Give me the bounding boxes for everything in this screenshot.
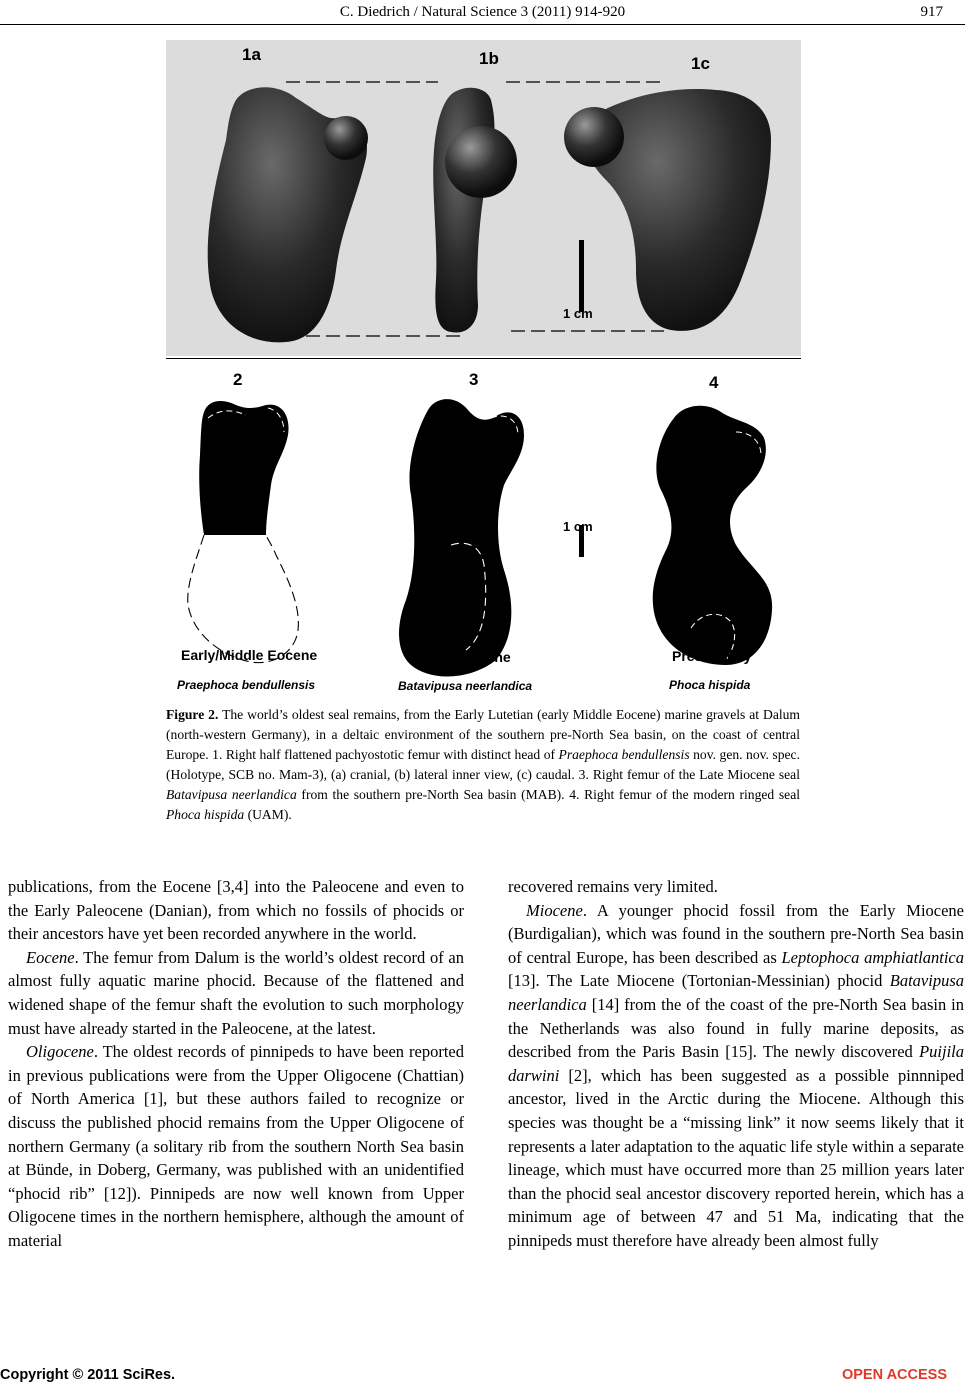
femur-silhouettes <box>166 360 801 690</box>
species-batavipusa: Batavipusa neerlandica <box>508 971 964 1014</box>
label-1a: 1a <box>242 45 261 64</box>
era-label-miocene: Late Miocene <box>422 649 511 665</box>
era-label-present: Present day <box>672 648 752 664</box>
miocene-text-c: [14] from the of the coast of the pre-North Sea basin in the Netherlands was also found in fully marine deposits, as described from the Paris Basin [15]. The newly discovered <box>508 994 964 1062</box>
species-label-batavipusa: Batavipusa neerlandica <box>398 679 533 693</box>
caption-species-3: Phoca hispida <box>166 807 245 822</box>
left-para-1: publications, from the Eocene [3,4] into the Paleocene and even to the Early Paleocene (Danian), from which no fossils of phocids or their ancestors have yet been recorded anywhere in the world. <box>8 877 464 944</box>
label-2: 2 <box>233 370 243 389</box>
figure-caption <box>166 705 800 825</box>
label-3: 3 <box>469 370 479 389</box>
figure-separator <box>166 358 801 359</box>
open-access-label: OPEN ACCESS <box>841 1367 947 1383</box>
oligocene-text: . The oldest records of pinnipeds to have been reported in previous publications were from the Upper Oligocene (Chattian) of North America [1], but these authors failed to recognize or discuss the published phocid remains from the Upper Oligocene of northern Germany (a solitary rib from the southern North Sea basin at Bünde, in Doberg, Germany, was published with an unidentified “phocid rib” [12]). Pinnipeds are now well known from Upper Oligocene times in the northern hemisphere, although the amount of material <box>8 1042 464 1250</box>
caption-species-2: Batavipusa neerlandica <box>166 787 297 802</box>
miocene-text-a: . A younger phocid fossil from the Early Miocene (Burdigalian), which was found in the southern pre-North Sea basin of central Europe, has been described as <box>508 900 964 967</box>
running-title: C. Diedrich / Natural Science 3 (2011) 914-920 <box>339 4 626 20</box>
miocene-text-d: [2], which has been suggested as a possible pinnniped ancestor, lived in the Arctic during the Miocene. Although this species was thought be a “missing link” it now seems likely that it represents a later adaptation to the aquatic life style within a separate lineage, which must have occurred more than 25 million years later than the phocid seal ancestor discovery reported herein, which has a minimum age of between 47 and 51 Ma, indicating that the pinnipeds must therefore have already been almost fully <box>508 1065 964 1250</box>
species-label-phoca: Phoca hispida <box>669 678 751 692</box>
miocene-heading: Miocene <box>526 900 583 920</box>
species-label-praephoca: Praephoca bendullensis <box>177 678 316 692</box>
caption-text-1: The world’s oldest seal remains, from the Early Lutetian (early Middle Eocene) marine gravels at Dalum (north-western Germany), in a deltaic environment of the southern pre-North Sea basin, on the coast of central Europe. 1. Right half flattened pachyostotic femur with distinct head of <box>166 707 800 762</box>
left-column <box>8 875 464 1253</box>
caption-label: Figure 2. <box>166 707 219 722</box>
scale-label-bottom: 1 cm <box>563 519 593 534</box>
eocene-text: . The femur from Dalum is the world’s oldest record of an almost fully aquatic marine phocid. Because of the flattened and widened shape of the femur shaft the evolution to such morphology must have already started in the Paleocene, at the latest. <box>8 947 464 1038</box>
scale-label-top: 1 cm <box>563 306 593 321</box>
figure-panel <box>166 40 801 693</box>
caption-text-2: nov. gen. nov. spec. (Holotype, SCB no. Mam-3), (a) cranial, (b) lateral inner view, (c) caudal. 3. Right femur of the Late Miocene seal <box>166 747 800 782</box>
oligocene-heading: Oligocene <box>26 1042 94 1062</box>
header-rule <box>0 24 965 25</box>
right-column <box>508 875 964 1253</box>
right-para-2 <box>508 899 964 1253</box>
species-leptophoca: Leptophoca amphiatlantica <box>781 947 964 967</box>
miocene-text-b: [13]. The Late Miocene (Tortonian-Messinian) phocid <box>508 971 890 991</box>
label-1c: 1c <box>691 54 710 73</box>
left-para-3 <box>8 1040 464 1252</box>
era-label-eocene: Early/Middle Eocene <box>181 647 318 663</box>
page-number: 917 <box>920 4 943 20</box>
femur-photographs <box>166 40 801 356</box>
copyright-notice: Copyright © 2011 SciRes. <box>0 1367 176 1383</box>
caption-species-1: Praephoca bendullensis <box>558 747 690 762</box>
left-para-2 <box>8 946 464 1040</box>
caption-text-3: from the southern pre-North Sea basin (MAB). 4. Right femur of the modern ringed seal <box>296 787 800 802</box>
femur-photo-illustration <box>166 40 801 356</box>
label-4: 4 <box>709 373 719 392</box>
right-para-1: recovered remains very limited. <box>508 877 718 896</box>
eocene-heading: Eocene <box>26 947 75 967</box>
caption-text-4: (UAM). <box>244 807 292 822</box>
species-puijila: Puijila darwini <box>508 1042 964 1085</box>
label-1b: 1b <box>479 49 499 68</box>
